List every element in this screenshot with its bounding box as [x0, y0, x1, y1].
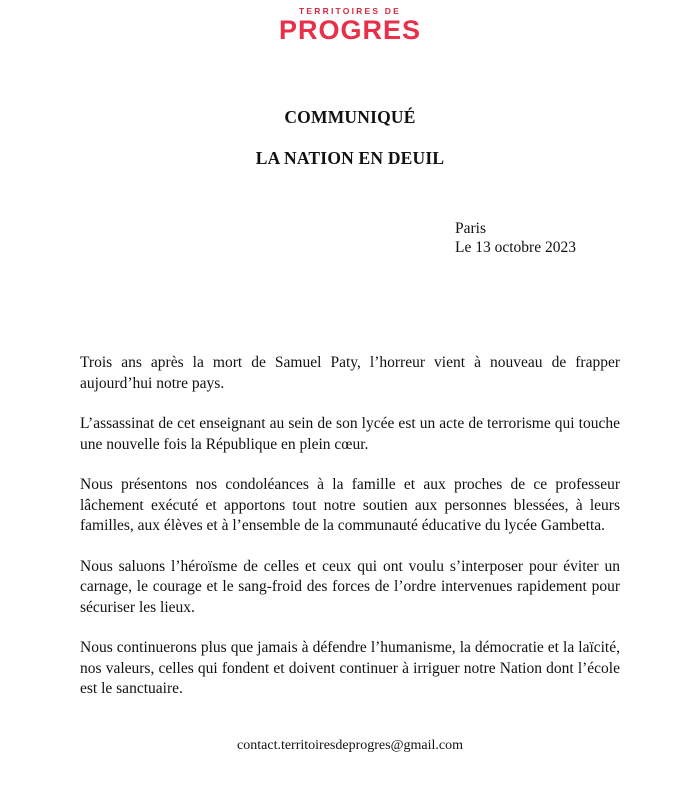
logo-main-text: PROGRES — [278, 15, 422, 45]
organization-logo — [0, 6, 700, 44]
document-subtitle: LA NATION EN DEUIL — [255, 148, 445, 168]
paragraph: Nous continuerons plus que jamais à défendre l’humanisme, la démocratie et la laïcité, nos valeurs, celles qui fondent et doivent continuer à irriguer notre Nation dont l’école est le sanctuaire. — [80, 639, 620, 697]
body-text — [80, 353, 620, 720]
document-title: COMMUNIQUÉ — [284, 107, 416, 127]
contact-email[interactable]: contact.territoiresdeprogres@gmail.com — [237, 738, 463, 753]
place-text: Paris — [455, 220, 486, 237]
paragraph: Nous saluons l’héroïsme de celles et ceux qui ont voulu s’interposer pour éviter un carnage, le courage et le sang-froid des forces de l’ordre intervenues rapidement pour sécuriser les lieux. — [80, 557, 620, 616]
date-text: Le 13 octobre 2023 — [455, 239, 576, 256]
paragraph: Nous présentons nos condoléances à la famille et aux proches de ce professeur lâchement exécuté et apportons tout notre soutien aux personnes blessées, à leurs familles, aux élèves et à l’ensemble de la communauté éducative du lycée Gambetta. — [80, 476, 620, 534]
paragraph: Trois ans après la mort de Samuel Paty, l’horreur vient à nouveau de frapper aujourd’hui notre pays. — [80, 354, 620, 392]
place-date-block — [455, 219, 576, 257]
logo-top-text: TERRITOIRES DE — [299, 6, 401, 16]
paragraph: L’assassinat de cet enseignant au sein de son lycée est un acte de terrorisme qui touche une nouvelle fois la République en plein cœur. — [80, 415, 620, 453]
